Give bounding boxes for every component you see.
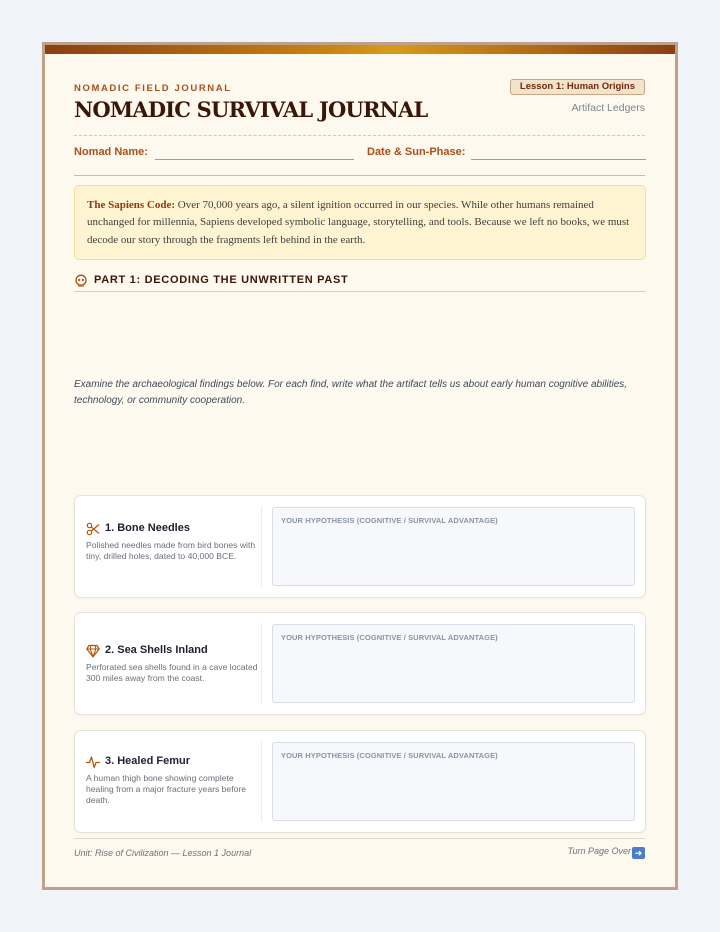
part1-instructions: Examine the archaeological findings below. For each find, write what the artifact tells us about early human cognitive abilities, technology, or community cooperation. <box>74 379 628 406</box>
artifact-info <box>86 731 261 832</box>
top-accent-bar <box>45 45 675 54</box>
hypothesis-input[interactable] <box>272 624 635 703</box>
artifact-description: A human thigh bone showing complete healing from a major fracture years before death. <box>86 773 247 805</box>
hypothesis-input[interactable] <box>272 742 635 821</box>
gem-icon <box>86 644 100 658</box>
part1-title: PART 1: DECODING THE UNWRITTEN PAST <box>94 274 349 286</box>
artifact-description: Polished needles made from bird bones with tiny, drilled holes, dated to 40,000 BCE. <box>86 540 256 561</box>
sapiens-code-box <box>74 185 646 260</box>
turn-page-link[interactable] <box>568 846 645 859</box>
page-title: NOMADIC SURVIVAL JOURNAL <box>74 97 428 122</box>
header-divider <box>74 135 645 136</box>
card-divider <box>261 506 262 587</box>
lesson-badge: Lesson 1: Human Origins <box>510 79 645 95</box>
artifact-info <box>86 496 261 597</box>
artifact-description: Perforated sea shells found in a cave located 300 miles away from the coast. <box>86 662 258 683</box>
date-label: Date & Sun-Phase: <box>367 146 466 158</box>
eyebrow-label: NOMADIC FIELD JOURNAL <box>74 83 232 94</box>
nomad-name-label: Nomad Name: <box>74 146 148 158</box>
skull-icon <box>74 274 88 288</box>
card-divider <box>261 623 262 704</box>
footer-unit-label: Unit: Rise of Civilization — Lesson 1 Journal <box>74 848 252 858</box>
hypothesis-label: YOUR HYPOTHESIS (COGNITIVE / SURVIVAL ADVANTAGE) <box>281 633 498 642</box>
journal-page <box>42 42 678 890</box>
card-divider <box>261 741 262 822</box>
right-arrow-icon: ➜ <box>632 847 645 859</box>
hypothesis-label: YOUR HYPOTHESIS (COGNITIVE / SURVIVAL ADVANTAGE) <box>281 751 498 760</box>
artifact-name: 2. Sea Shells Inland <box>105 644 208 656</box>
fields-divider <box>74 175 645 176</box>
hypothesis-input[interactable] <box>272 507 635 586</box>
nomad-name-field[interactable] <box>155 159 354 160</box>
artifact-card-sea-shells <box>74 612 646 715</box>
sapiens-code-text: Over 70,000 years ago, a silent ignition occurred in our species. While other humans remained unchanged for millennia, Sapiens developed symbolic language, storytelling, and tools. Because we left no books, we must decode our story through the fragments left behind in the earth. <box>87 199 630 246</box>
turn-page-label: Turn Page Over <box>567 846 631 856</box>
artifact-info <box>86 613 261 714</box>
page-footer <box>74 838 645 860</box>
part1-heading <box>74 272 646 292</box>
artifact-card-healed-femur <box>74 730 646 833</box>
artifact-card-bone-needles <box>74 495 646 598</box>
sapiens-code-lead: The Sapiens Code: <box>87 199 176 211</box>
artifact-name: 3. Healed Femur <box>105 755 190 767</box>
scissors-icon <box>86 522 100 536</box>
hypothesis-label: YOUR HYPOTHESIS (COGNITIVE / SURVIVAL ADVANTAGE) <box>281 516 498 525</box>
artifact-name: 1. Bone Needles <box>105 522 190 534</box>
page-subtitle: Artifact Ledgers <box>571 102 645 114</box>
pulse-icon <box>86 755 100 769</box>
date-field[interactable] <box>471 159 646 160</box>
